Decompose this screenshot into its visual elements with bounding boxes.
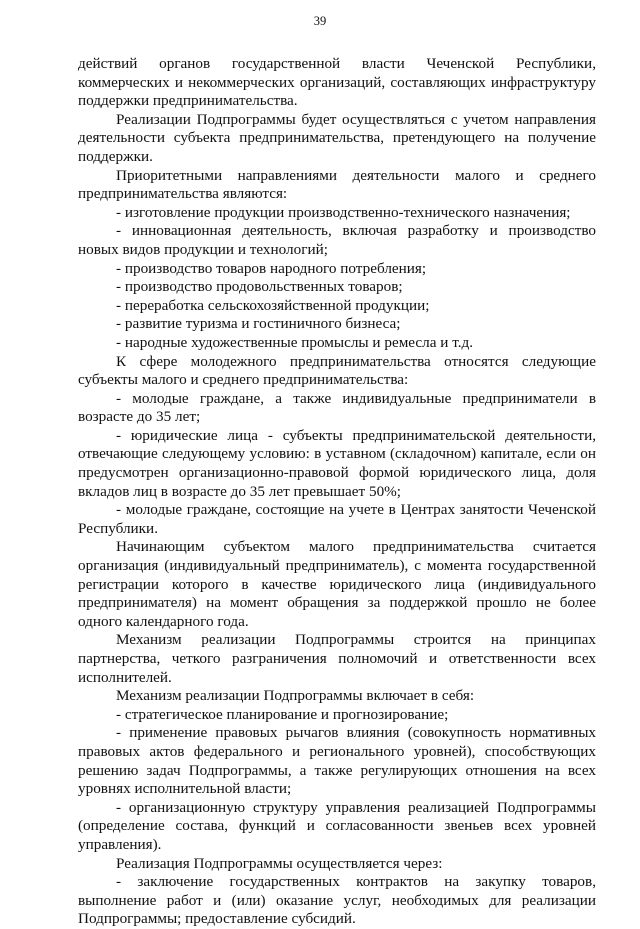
paragraph: Реализации Подпрограммы будет осуществляться с учетом направления деятельности субъекта предпринимательства, претендующего на получение поддержки. [78,110,596,165]
paragraph: Механизм реализации Подпрограммы включает в себя: [116,687,475,705]
list-item: - производство продовольственных товаров; [116,278,403,296]
paragraph: Механизм реализации Подпрограммы строится на принципах партнерства, четкого разграничения полномочий и ответственности всех исполнителей. [78,631,596,686]
list-item: - молодые граждане, а также индивидуальные предприниматели в возрасте до 35 лет; [78,389,596,426]
list-item: - применение правовых рычагов влияния (совокупность нормативных правовых актов федерального и регионального уровней), способствующих решению задач Подпрограммы, а также регулирующих отношения на всех уровнях исполнительной власти; [78,724,596,798]
list-item: - молодые граждане, состоящие на учете в Центрах занятости Чеченской Республики. [78,501,596,537]
list-item: - переработка сельскохозяйственной продукции; [116,296,430,314]
paragraph: Приоритетными направлениями деятельности малого и среднего предпринимательства являются: [78,166,596,203]
list-item: - стратегическое планирование и прогнозирование; [116,705,449,723]
list-item: - производство товаров народного потребления; [116,259,427,277]
list-item: - заключение государственных контрактов на закупку товаров, выполнение работ и (или) оказание услуг, необходимых для реализации Подпрограммы; предоставление субсидий. [78,873,596,928]
list-item: - изготовление продукции производственно-технического назначения; [116,203,571,221]
page-number: 39 [313,14,327,28]
list-item: - развитие туризма и гостиничного бизнеса; [116,315,401,333]
list-item: - организационную структуру управления реализацией Подпрограммы (определение состава, функций и согласованности звеньев всех уровней управления). [78,798,596,853]
paragraph: Реализация Подпрограммы осуществляется через: [116,854,443,872]
list-item: - инновационная деятельность, включая разработку и производство новых видов продукции и технологий; [78,222,596,258]
document-body [78,55,596,929]
paragraph: действий органов государственной власти Чеченской Республики, коммерческих и некоммерческих организаций, составляющих инфраструктуру поддержки предпринимательства. [78,55,596,110]
list-item: - народные художественные промыслы и ремесла и т.д. [116,333,474,351]
list-item: - юридические лица - субъекты предпринимательской деятельности, отвечающие следующему условию: в уставном (складочном) капитале, если он предусмотрен организационно-правовой формой юридического лица, доля вкладов лиц в возрасте до 35 лет превышает 50%; [78,426,596,500]
paragraph: Начинающим субъектом малого предпринимательства считается организация (индивидуальный предприниматель), с момента государственной регистрации которого в качестве юридического лица (индивидуального предпринимателя) на момент обращения за поддержкой прошло не более одного календарного года. [78,538,596,630]
paragraph: К сфере молодежного предпринимательства относятся следующие субъекты малого и среднего предпринимательства: [78,352,596,389]
